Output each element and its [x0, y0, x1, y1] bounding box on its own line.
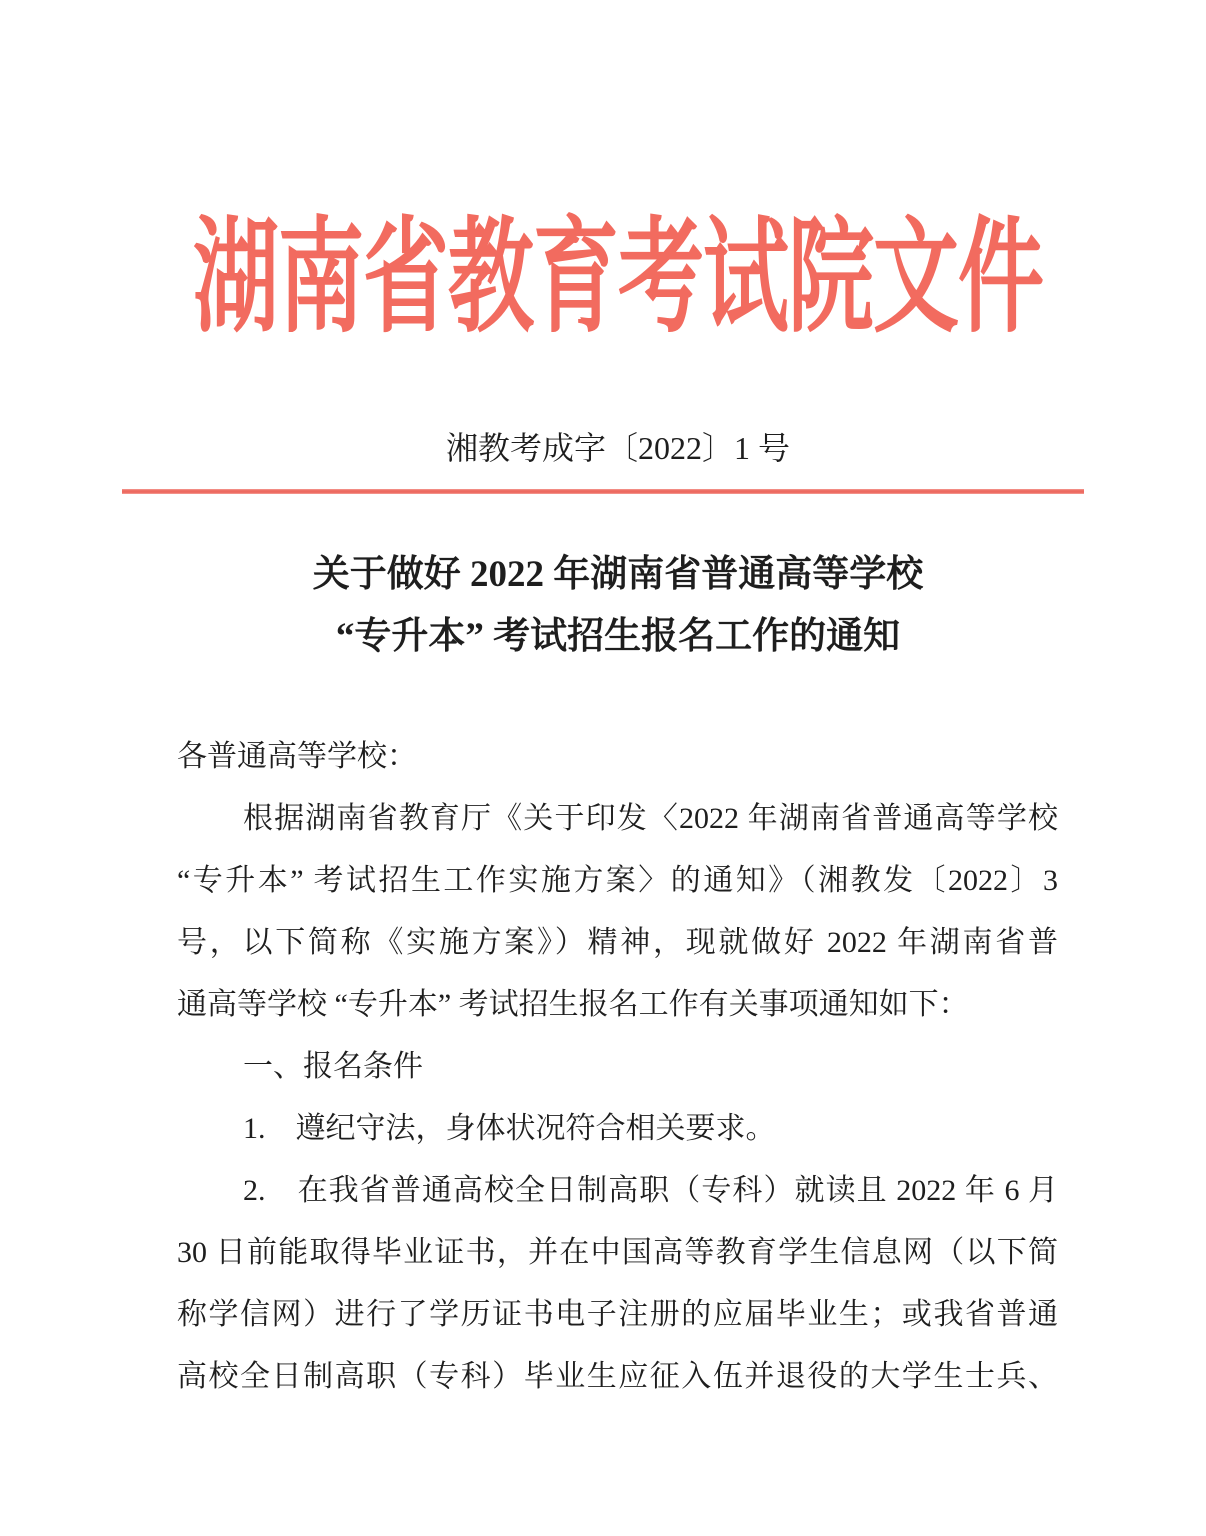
body-line: 一、报名条件	[243, 1050, 423, 1083]
body-line: 根据湖南省教育厅《关于印发〈2022 年湖南省普通高等学校	[243, 802, 1058, 835]
title-line-2: “专升本” 考试招生报名工作的通知	[335, 616, 901, 657]
body-text	[177, 726, 1058, 1408]
body-line: 30 日前能取得毕业证书，并在中国高等教育学生信息网（以下简	[177, 1236, 1058, 1269]
doc-number: 湘教考成字〔2022〕1 号	[445, 430, 790, 466]
body-line: 通高等学校 “专升本” 考试招生报名工作有关事项通知如下：	[177, 988, 969, 1021]
body-line: 称学信网）进行了学历证书电子注册的应届毕业生；或我省普通	[177, 1298, 1058, 1331]
body-line: “专升本” 考试招生工作实施方案〉的通知》（湘教发〔2022〕3	[177, 864, 1058, 897]
body-line: 各普通高等学校：	[177, 740, 417, 773]
body-line: 号，以下简称《实施方案》）精神，现就做好 2022 年湖南省普	[177, 926, 1058, 959]
body-line: 2. 在我省普通高校全日制高职（专科）就读且 2022 年 6 月	[243, 1174, 1058, 1207]
document-title	[15, 544, 1206, 668]
title-line-1: 关于做好 2022 年湖南省普通高等学校	[312, 554, 924, 595]
red-divider-rule	[122, 489, 1084, 494]
body-line: 高校全日制高职（专科）毕业生应征入伍并退役的大学生士兵、	[177, 1360, 1058, 1393]
body-line: 1. 遵纪守法，身体状况符合相关要求。	[243, 1112, 776, 1145]
masthead-banner: 湖南省教育考试院文件	[193, 208, 1043, 348]
